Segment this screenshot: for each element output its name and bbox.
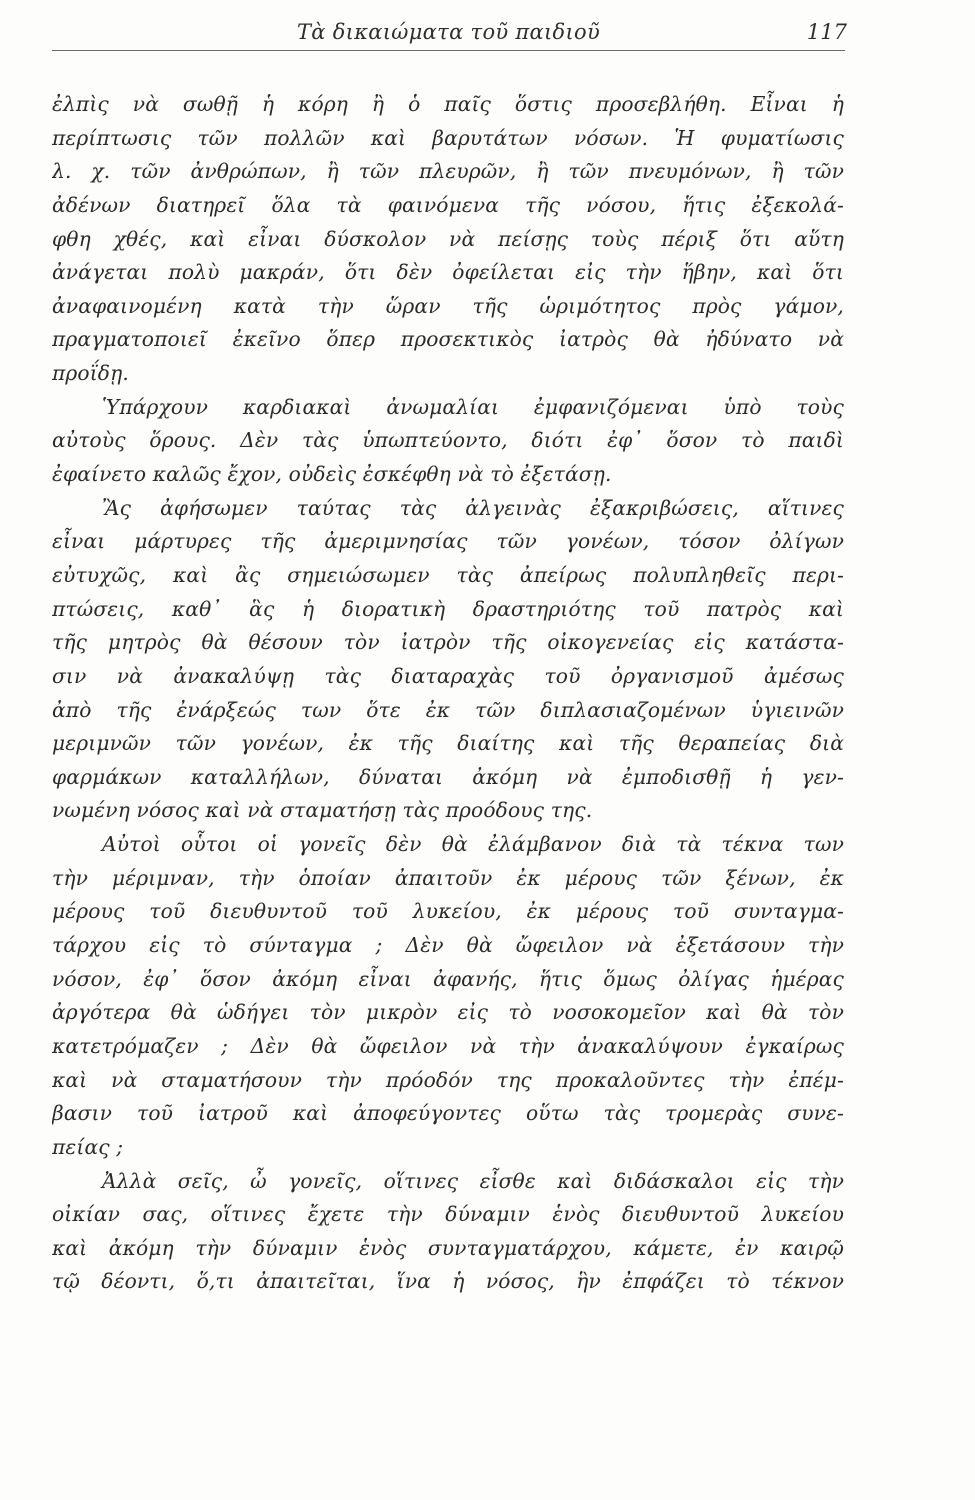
text-line: Ὑπάρχουν καρδιακαὶ ἀνωμαλίαι ἐμφανιζόμεναι ὑπὸ τοὺς — [102, 394, 844, 419]
running-title: Τὰ δικαιώματα τοῦ παιδιοῦ — [296, 20, 601, 44]
running-header — [52, 14, 845, 51]
text-line: περίπτωσις τῶν πολλῶν καὶ βαρυτάτων νόσων. Ἡ φυματίωσις — [52, 125, 844, 150]
text-line: οἰκίαν σας, οἵτινες ἔχετε τὴν δύναμιν ἑνὸς διευθυντοῦ λυκείου — [52, 1202, 844, 1227]
text-line: ἐλπὶς νὰ σωθῇ ἡ κόρη ἢ ὁ παῖς ὅστις προσεβλήθη. Εἶναι ἡ — [52, 92, 844, 116]
text-line: πραγματοποιεῖ ἐκεῖνο ὅπερ προσεκτικὸς ἰατρὸς θὰ ἠδύνατο νὰ — [52, 327, 844, 352]
text-line: ἀνάγεται πολὺ μακράν, ὅτι δὲν ὀφείλεται εἰς τὴν ἥβην, καὶ ὅτι — [52, 260, 844, 285]
text-line: τῷ δέοντι, ὅ,τι ἀπαιτεῖται, ἵνα ἡ νόσος, ἣν ἐπφάζει τὸ τέκνον — [52, 1269, 844, 1294]
text-line: μέρους τοῦ διευθυντοῦ τοῦ λυκείου, ἐκ μέρους τοῦ συνταγμα- — [52, 899, 844, 924]
text-line: Αὐτοὶ οὗτοι οἱ γονεῖς δὲν θὰ ἐλάμβανον διὰ τὰ τέκνα των — [102, 832, 844, 857]
text-line: φθη χθές, καὶ εἶναι δύσκολον νὰ πείσῃς τοὺς πέριξ ὅτι αὕτη — [52, 226, 844, 251]
text-line: καὶ νὰ σταματήσουν τὴν πρόοδόν της προκαλοῦντες τὴν ἐπέμ- — [52, 1067, 844, 1092]
text-line: πείας ; — [52, 1134, 124, 1159]
text-line: τῆς μητρὸς θὰ θέσουν τὸν ἰατρὸν τῆς οἰκογενείας εἰς κατάστα- — [52, 630, 844, 655]
text-line: πτώσεις, καθ᾽ ἃς ἡ διορατικὴ δραστηριότης τοῦ πατρὸς καὶ — [52, 596, 844, 621]
text-line: καὶ ἀκόμη τὴν δύναμιν ἑνὸς συνταγματάρχου, κάμετε, ἐν καιρῷ — [52, 1235, 844, 1260]
text-line: τὴν μέριμναν, τὴν ὁποίαν ἀπαιτοῦν ἐκ μέρους τῶν ξένων, ἐκ — [52, 865, 844, 890]
paragraph-4 — [52, 828, 844, 1164]
text-line: φαρμάκων καταλλήλων, δύναται ἀκόμη νὰ ἐμποδισθῇ ἡ γεν- — [52, 764, 844, 789]
text-line: σιν νὰ ἀνακαλύψῃ τὰς διαταραχὰς τοῦ ὀργανισμοῦ ἀμέσως — [52, 663, 844, 688]
paragraph-5 — [52, 1165, 844, 1300]
paragraph-1 — [52, 88, 844, 391]
text-line: ἐφαίνετο καλῶς ἔχον, οὐδεὶς ἐσκέφθη νὰ τὸ ἐξετάσῃ. — [52, 462, 612, 487]
text-line: νόσον, ἐφ᾽ ὅσον ἀκόμη εἶναι ἀφανής, ἥτις ὅμως ὀλίγας ἡμέρας — [52, 966, 844, 991]
text-line: ἀναφαινομένη κατὰ τὴν ὥραν τῆς ὡριμότητος πρὸς γάμον, — [52, 293, 844, 318]
page-number: 117 — [806, 20, 847, 44]
text-line: προΐδῃ. — [52, 361, 129, 386]
text-line: τάρχου εἰς τὸ σύνταγμα ; Δὲν θὰ ὤφειλον νὰ ἐξετάσουν τὴν — [52, 933, 844, 958]
body-text — [52, 88, 844, 1299]
text-line: ἀπὸ τῆς ἐνάρξεώς των ὅτε ἐκ τῶν διπλασιαζομένων ὑγιεινῶν — [52, 697, 844, 722]
text-line: νωμένη νόσος καὶ νὰ σταματήσῃ τὰς προόδους της. — [52, 798, 593, 823]
paragraph-2 — [52, 391, 844, 492]
text-line: βασιν τοῦ ἰατροῦ καὶ ἀποφεύγοντες οὕτω τὰς τρομερὰς συνε- — [52, 1101, 844, 1126]
text-line: Ἀλλὰ σεῖς, ὦ γονεῖς, οἵτινες εἶσθε καὶ διδάσκαλοι εἰς τὴν — [102, 1168, 844, 1193]
text-line: ἀργότερα θὰ ὡδήγει τὸν μικρὸν εἰς τὸ νοσοκομεῖον καὶ θὰ τὸν — [52, 1000, 844, 1025]
text-line: εὐτυχῶς, καὶ ἂς σημειώσωμεν τὰς ἀπείρως πολυπληθεῖς περι- — [52, 562, 844, 587]
text-line: Ἂς ἀφήσωμεν ταύτας τὰς ἀλγεινὰς ἐξακριβώσεις, αἵτινες — [102, 495, 844, 520]
paragraph-3 — [52, 492, 844, 828]
text-line: κατετρόμαζεν ; Δὲν θὰ ὤφειλον νὰ τὴν ἀνακαλύψουν ἐγκαίρως — [52, 1033, 844, 1058]
text-line: αὐτοὺς ὅρους. Δὲν τὰς ὑπωπτεύοντο, διότι ἐφ᾽ ὅσον τὸ παιδὶ — [52, 428, 844, 453]
text-line: μεριμνῶν τῶν γονέων, ἐκ τῆς διαίτης καὶ τῆς θεραπείας διὰ — [52, 731, 844, 756]
text-line: εἶναι μάρτυρες τῆς ἀμεριμνησίας τῶν γονέων, τόσον ὀλίγων — [52, 529, 844, 554]
text-line: λ. χ. τῶν ἀνθρώπων, ἢ τῶν πλευρῶν, ἢ τῶν πνευμόνων, ἢ τῶν — [52, 159, 844, 184]
text-line: ἀδένων διατηρεῖ ὅλα τὰ φαινόμενα τῆς νόσου, ἥτις ἐξεκολά- — [52, 192, 844, 217]
